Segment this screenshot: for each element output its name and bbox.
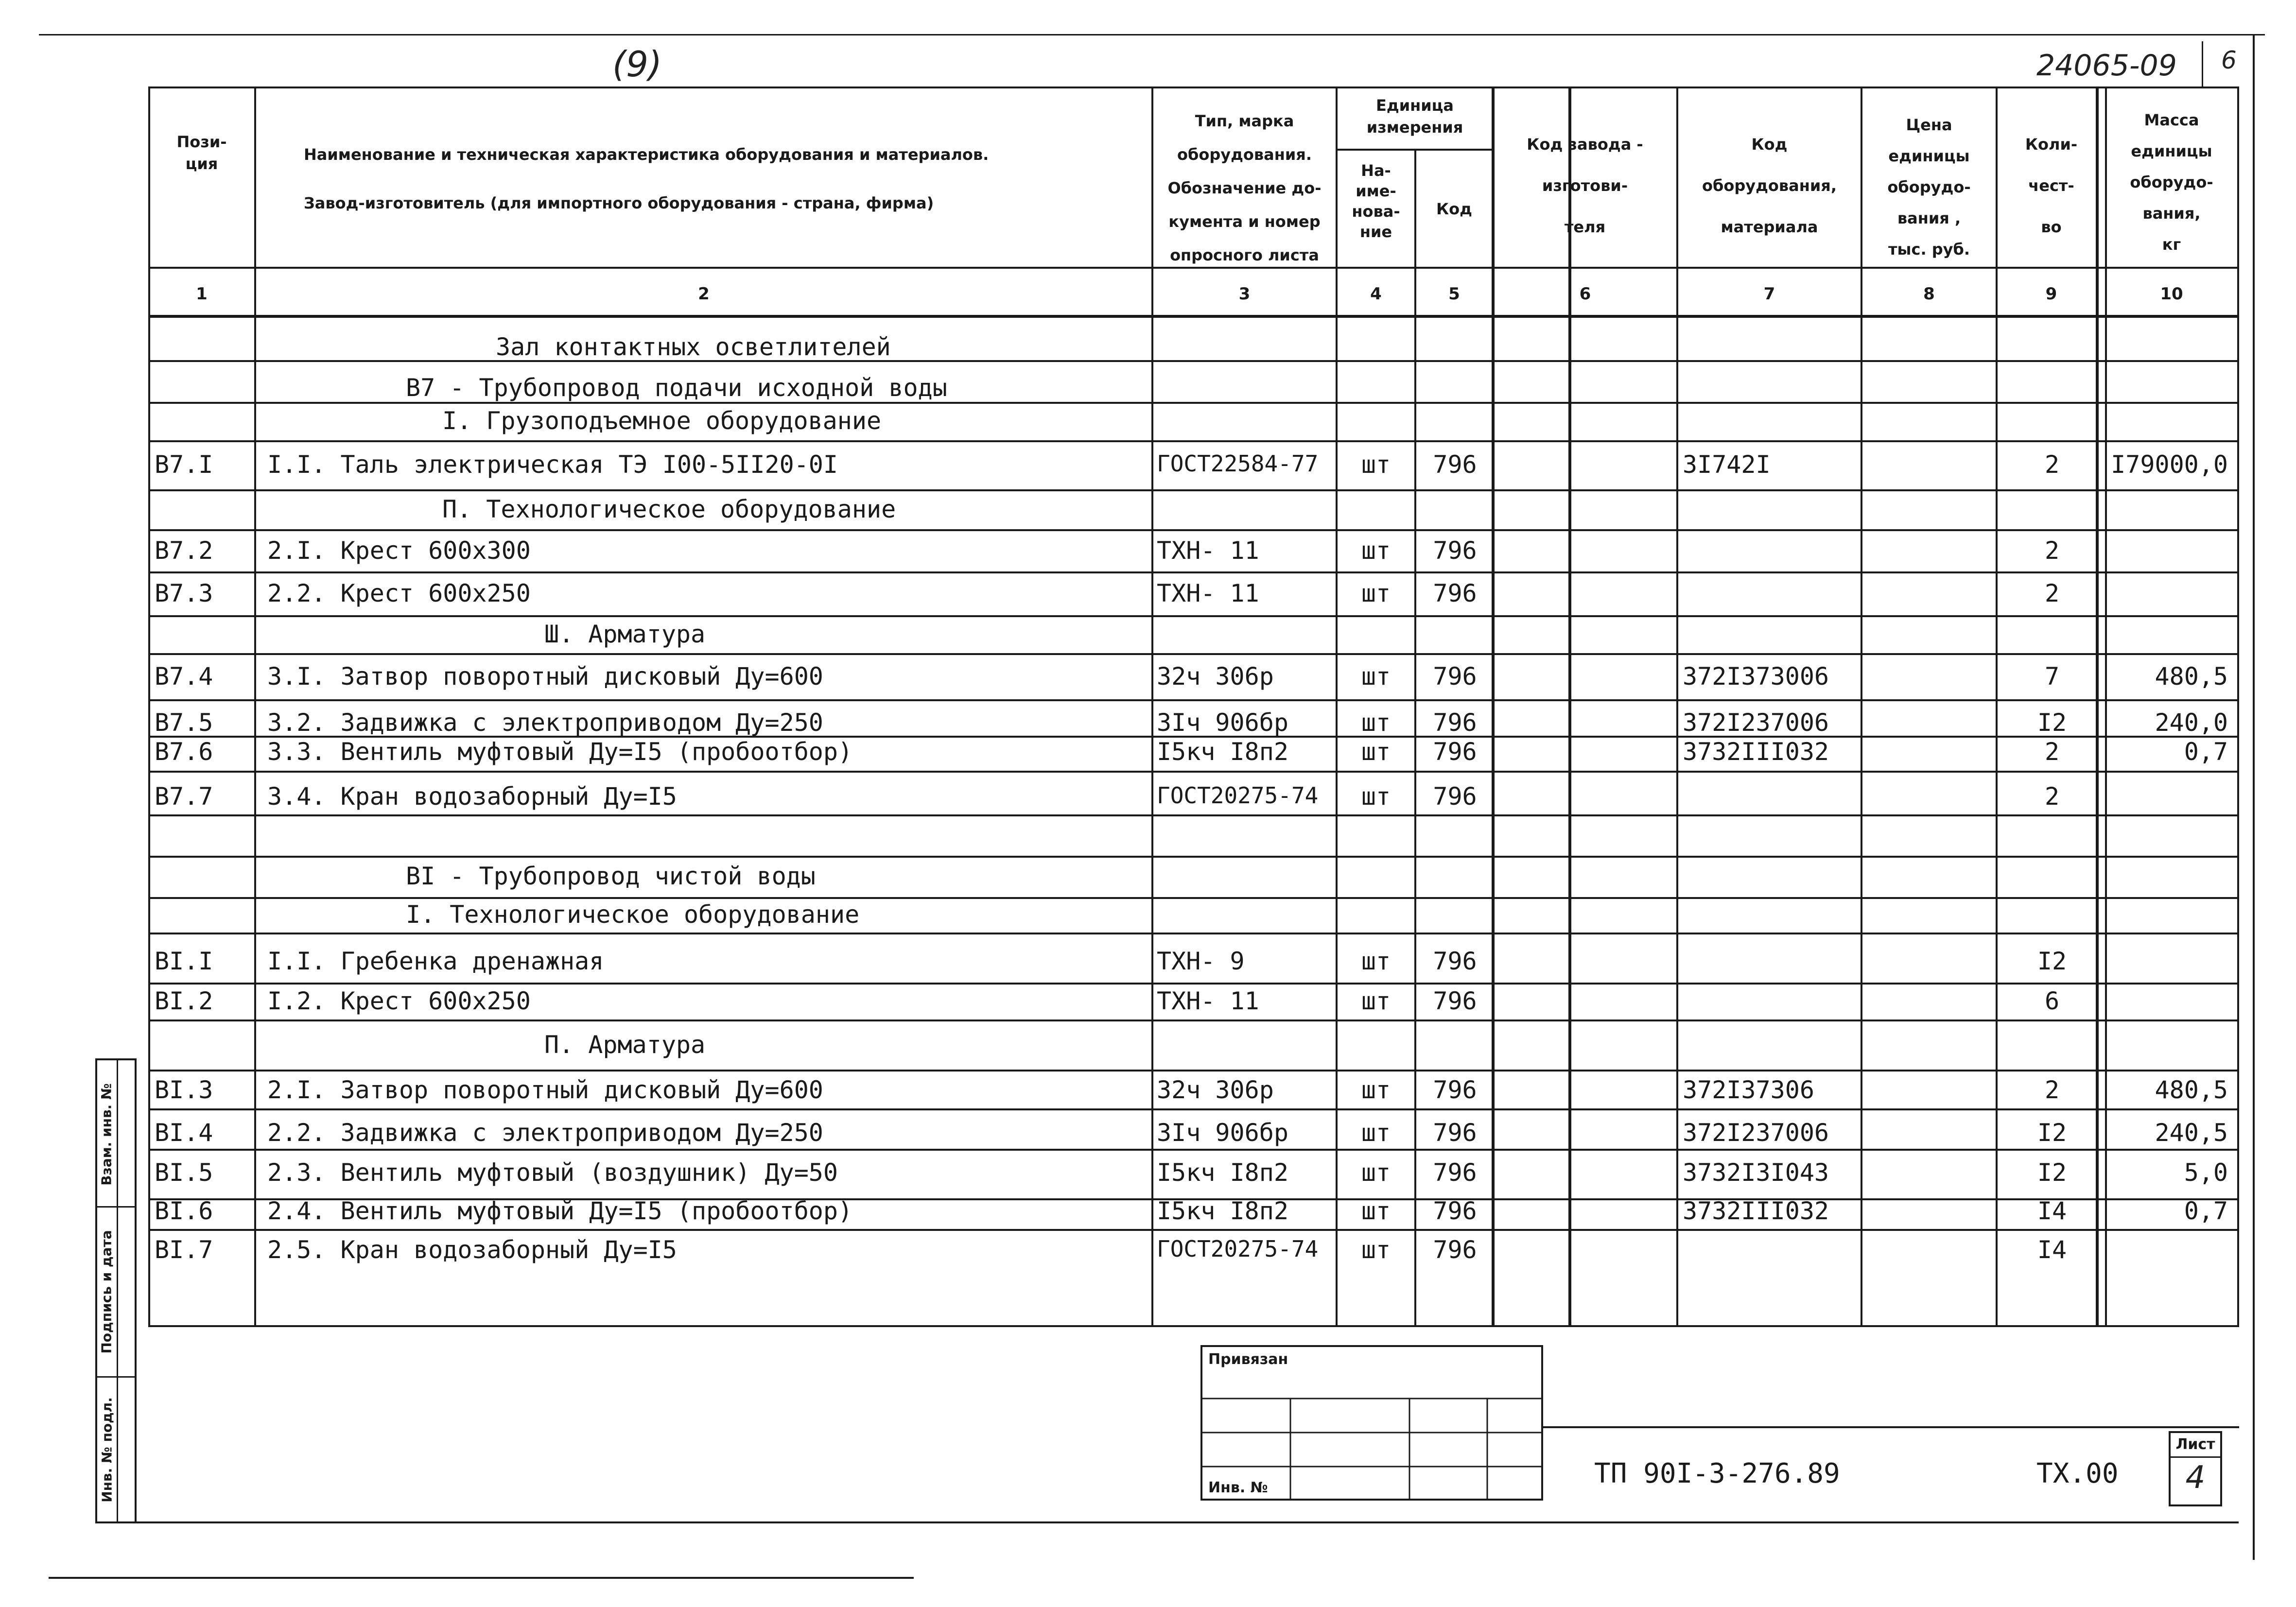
cell-equip: 372I237006 <box>1683 1119 1829 1147</box>
col-number-4: 4 <box>1370 284 1382 304</box>
col-number-5: 5 <box>1448 284 1460 304</box>
cell-pos: В7.4 <box>155 662 213 691</box>
cell-pos: ВI.3 <box>155 1076 213 1104</box>
top-edge-line <box>39 34 2265 35</box>
cell-name: I.2. Крест 600х250 <box>267 987 531 1015</box>
header-col1: Пози- ция <box>176 133 227 173</box>
cell-qty: I2 <box>2037 1119 2067 1147</box>
cell-name: I.I. Гребенка дренажная <box>267 947 604 975</box>
header-col8: Цена единицы оборудо- вания , тыс. руб. <box>1887 116 1971 259</box>
circled-number: (9) <box>612 44 662 85</box>
sheet-box-divider <box>2171 1456 2220 1458</box>
cell-equip: 3I742I <box>1683 450 1771 479</box>
cell-type: ГОСТ22584-77 <box>1157 450 1319 477</box>
frame-bottom-line <box>95 1521 2239 1523</box>
cell-name: I.I. Таль электрическая ТЭ I00-5II20-0I <box>267 450 838 479</box>
col-number-3: 3 <box>1238 284 1251 304</box>
col-number-8: 8 <box>1923 284 1935 304</box>
header-col5: Код <box>1436 200 1472 218</box>
cell-name: Ш. Арматура <box>544 620 706 648</box>
cell-mass: 0,7 <box>2184 1197 2228 1225</box>
cell-type: I5кч I8п2 <box>1157 738 1288 766</box>
cell-mass: 480,5 <box>2155 1076 2228 1104</box>
cell-code: 796 <box>1433 782 1477 811</box>
cell-qty: 2 <box>2044 536 2060 565</box>
cell-name: 2.2. Задвижка с электроприводом Ду=250 <box>267 1119 823 1147</box>
col-number-9: 9 <box>2045 284 2057 304</box>
attached-stamp <box>1200 1345 1543 1501</box>
cell-type: ТХН- 11 <box>1157 579 1259 607</box>
cell-unit: шт <box>1361 536 1391 565</box>
cell-type: 3Iч 906бр <box>1157 708 1288 737</box>
cell-qty: 7 <box>2044 662 2060 691</box>
cell-type: I5кч I8п2 <box>1157 1158 1288 1187</box>
cell-name: I. Технологическое оборудование <box>406 900 860 929</box>
sheet-number: 4 <box>2185 1460 2206 1496</box>
bottom-edge-line <box>49 1577 914 1579</box>
inv-label: Инв. № <box>1208 1479 1268 1496</box>
header-col7: Код оборудования, материала <box>1702 135 1837 236</box>
cell-pos: ВI.5 <box>155 1158 213 1187</box>
cell-mass: 0,7 <box>2184 738 2228 766</box>
cell-unit: шт <box>1361 987 1391 1015</box>
cell-name: 2.4. Вентиль муфтовый Ду=I5 (пробоотбор) <box>267 1197 853 1225</box>
cell-name: П. Технологическое оборудование <box>442 495 896 523</box>
section-code: ТХ.00 <box>2036 1458 2119 1489</box>
inv-podl-label: Инв. № подл. <box>99 1397 115 1503</box>
side-strip-divider <box>117 1060 118 1522</box>
cell-type: ГОСТ20275-74 <box>1157 782 1319 809</box>
col-number-2: 2 <box>698 284 710 304</box>
cell-pos: В7.I <box>155 450 213 479</box>
cell-pos: В7.5 <box>155 708 213 737</box>
cell-unit: шт <box>1361 579 1391 607</box>
cell-code: 796 <box>1433 536 1477 565</box>
cell-name: 2.3. Вентиль муфтовый (воздушник) Ду=50 <box>267 1158 838 1187</box>
cell-unit: шт <box>1361 947 1391 975</box>
cell-name: I. Грузоподъемное оборудование <box>442 407 882 435</box>
header-units: Единица измерения <box>1366 96 1463 137</box>
cell-qty: I2 <box>2037 1158 2067 1187</box>
cell-equip: 372I373006 <box>1683 662 1829 691</box>
cell-pos: В7.3 <box>155 579 213 607</box>
cell-name: 3.3. Вентиль муфтовый Ду=I5 (пробоотбор) <box>267 738 853 766</box>
header-col6: Код завода - изготови- теля <box>1527 135 1643 236</box>
cell-code: 796 <box>1433 1236 1477 1264</box>
cell-unit: шт <box>1361 1158 1391 1187</box>
cell-qty: 2 <box>2044 782 2060 811</box>
cell-code: 796 <box>1433 579 1477 607</box>
title-block-top-line <box>1543 1426 2239 1428</box>
cell-type: ТХН- 11 <box>1157 987 1259 1015</box>
cell-pos: ВI.I <box>155 947 213 975</box>
side-strip-row1 <box>97 1206 135 1208</box>
cell-name: В7 - Трубопровод подачи исходной воды <box>406 374 947 402</box>
cell-code: 796 <box>1433 987 1477 1015</box>
cell-equip: 3732III032 <box>1683 738 1829 766</box>
cell-name: 3.I. Затвор поворотный дисковый Ду=600 <box>267 662 823 691</box>
cell-unit: шт <box>1361 450 1391 479</box>
cell-type: 3Iч 906бр <box>1157 1119 1288 1147</box>
cell-equip: 372I37306 <box>1683 1076 1814 1104</box>
cell-qty: 6 <box>2044 987 2060 1015</box>
cell-name: 3.2. Задвижка с электроприводом Ду=250 <box>267 708 823 737</box>
cell-code: 796 <box>1433 1076 1477 1104</box>
vzam-inv-label: Взам. инв. № <box>98 1083 115 1186</box>
cell-code: 796 <box>1433 1119 1477 1147</box>
corner-divider <box>2202 41 2203 87</box>
cell-unit: шт <box>1361 662 1391 691</box>
col-number-6: 6 <box>1579 284 1591 304</box>
project-code: ТП 90I-3-276.89 <box>1594 1458 1840 1489</box>
cell-type: 32ч 306р <box>1157 1076 1274 1104</box>
col-number-7: 7 <box>1763 284 1775 304</box>
cell-name: Зал контактных осветлителей <box>496 333 891 361</box>
cell-mass: I79000,0 <box>2111 450 2228 479</box>
cell-mass: 480,5 <box>2155 662 2228 691</box>
cell-qty: I4 <box>2037 1197 2067 1225</box>
cell-name: 2.5. Кран водозаборный Ду=I5 <box>267 1236 677 1264</box>
cell-code: 796 <box>1433 1197 1477 1225</box>
cell-code: 796 <box>1433 738 1477 766</box>
cell-pos: ВI.4 <box>155 1119 213 1147</box>
signature-date-label: Подпись и дата <box>98 1230 115 1354</box>
cell-qty: I4 <box>2037 1236 2067 1264</box>
cell-unit: шт <box>1361 1236 1391 1264</box>
cell-qty: 2 <box>2044 738 2060 766</box>
cell-name: 2.I. Затвор поворотный дисковый Ду=600 <box>267 1076 823 1104</box>
header-col4: На- име- нова- ние <box>1352 161 1400 241</box>
cell-qty: 2 <box>2044 1076 2060 1104</box>
cell-code: 796 <box>1433 1158 1477 1187</box>
cell-unit: шт <box>1361 1119 1391 1147</box>
col-number-1: 1 <box>196 284 208 304</box>
cell-type: ТХН- 11 <box>1157 536 1259 565</box>
attached-label: Привязан <box>1208 1351 1288 1368</box>
right-frame-line <box>2253 34 2255 1560</box>
cell-name: ВI - Трубопровод чистой воды <box>406 862 816 890</box>
cell-unit: шт <box>1361 708 1391 737</box>
cell-code: 796 <box>1433 947 1477 975</box>
cell-unit: шт <box>1361 782 1391 811</box>
cell-code: 796 <box>1433 662 1477 691</box>
cell-mass: 240,0 <box>2155 708 2228 737</box>
cell-qty: I2 <box>2037 947 2067 975</box>
cell-type: I5кч I8п2 <box>1157 1197 1288 1225</box>
page-mark: 6 <box>2221 46 2237 74</box>
cell-pos: ВI.7 <box>155 1236 213 1264</box>
cell-unit: шт <box>1361 1076 1391 1104</box>
header-col2: Наименование и техническая характеристика оборудования и материалов. Завод-изготовитель (для импортного оборудования - страна, фирма) <box>304 145 989 212</box>
cell-unit: шт <box>1361 1197 1391 1225</box>
cell-pos: В7.6 <box>155 738 213 766</box>
cell-name: 3.4. Кран водозаборный Ду=I5 <box>267 782 677 811</box>
cell-equip: 3732III032 <box>1683 1197 1829 1225</box>
cell-qty: 2 <box>2044 450 2060 479</box>
cell-name: 2.I. Крест 600х300 <box>267 536 531 565</box>
cell-equip: 372I237006 <box>1683 708 1829 737</box>
header-col3: Тип, марка оборудования. Обозначение до- кумента и номер опросного листа <box>1167 112 1322 264</box>
cell-type: 32ч 306р <box>1157 662 1274 691</box>
cell-qty: 2 <box>2044 579 2060 607</box>
cell-pos: В7.2 <box>155 536 213 565</box>
cell-pos: ВI.6 <box>155 1197 213 1225</box>
sheet-label: Лист <box>2175 1436 2215 1453</box>
cell-qty: I2 <box>2037 708 2067 737</box>
cell-mass: 5,0 <box>2184 1158 2228 1187</box>
cell-name: П. Арматура <box>544 1031 706 1059</box>
cell-type: ГОСТ20275-74 <box>1157 1236 1319 1262</box>
stamp-grid <box>1200 1345 1543 1501</box>
side-strip-row2 <box>97 1376 135 1378</box>
header-col9: Коли- чест- во <box>2025 135 2078 236</box>
header-col10: Масса единицы оборудо- вания, кг <box>2130 111 2213 254</box>
cell-pos: ВI.2 <box>155 987 213 1015</box>
sheet-box <box>2169 1431 2222 1506</box>
cell-code: 796 <box>1433 450 1477 479</box>
cell-mass: 240,5 <box>2155 1119 2228 1147</box>
cell-equip: 3732I3I043 <box>1683 1158 1829 1187</box>
cell-code: 796 <box>1433 708 1477 737</box>
doc-number: 24065-09 <box>2036 49 2177 83</box>
side-stamp-strip <box>95 1058 137 1523</box>
cell-pos: В7.7 <box>155 782 213 811</box>
col-number-10: 10 <box>2160 284 2183 304</box>
cell-unit: шт <box>1361 738 1391 766</box>
cell-type: ТХН- 9 <box>1157 947 1245 975</box>
cell-name: 2.2. Крест 600х250 <box>267 579 531 607</box>
